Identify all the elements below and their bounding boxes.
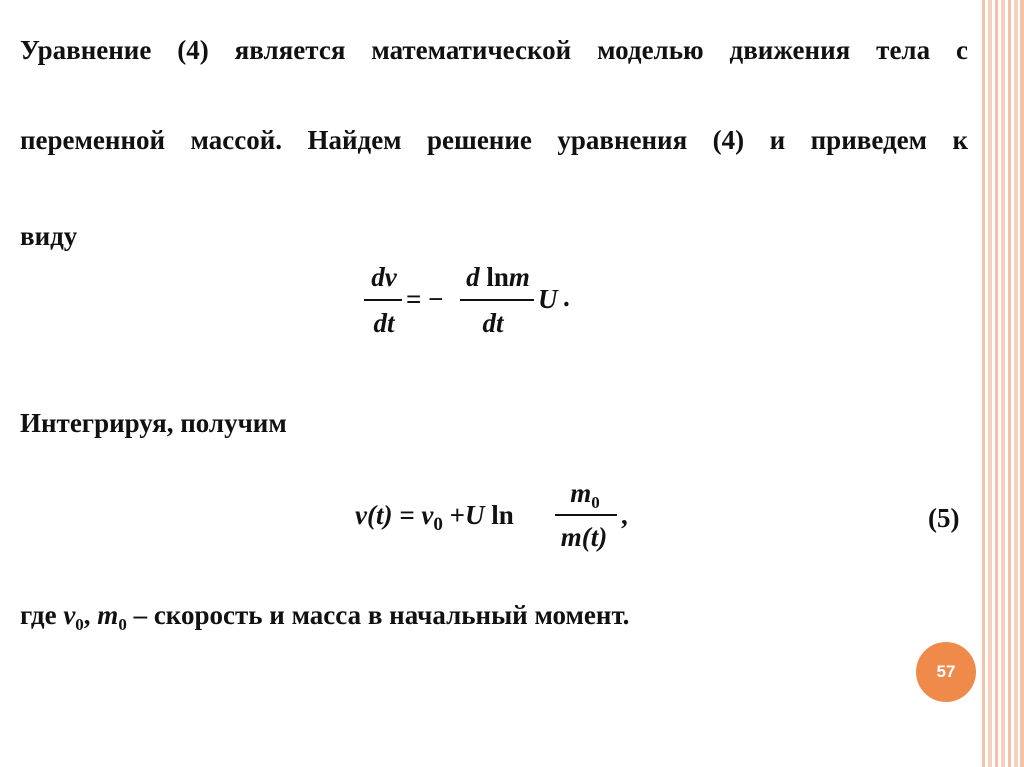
where-m-subscript: 0 xyxy=(118,615,127,634)
eq2-ln: ln xyxy=(491,500,514,530)
eq2-m: m xyxy=(570,478,592,508)
where-v-subscript: 0 xyxy=(75,615,84,634)
eq1-factor-u: U xyxy=(538,284,558,314)
paragraph-line-2: переменной массой. Найдем решение уравнения (4) и приведем к xyxy=(20,125,968,155)
equation-1 xyxy=(362,262,592,342)
paragraph-integrating: Интегрируя, получим xyxy=(20,408,287,438)
eq1-equals-minus: = − xyxy=(406,284,444,314)
eq1-lhs-numerator: dv xyxy=(371,262,397,292)
border-stripe xyxy=(988,0,992,767)
eq1-rhs-numerator xyxy=(458,262,538,293)
eq1-lhs-fraction-bar xyxy=(364,299,402,301)
equation-2 xyxy=(355,478,655,558)
border-stripe xyxy=(1020,0,1024,767)
where-v: v xyxy=(63,600,76,630)
eq2-left-side xyxy=(355,500,514,535)
eq2-u: U xyxy=(464,500,485,530)
paragraph-where xyxy=(20,598,968,636)
eq2-numerator xyxy=(553,478,617,512)
where-m: m xyxy=(97,600,119,630)
eq2-v0-subscript: 0 xyxy=(433,514,443,535)
eq1-lhs-denominator: dt xyxy=(373,308,395,338)
border-stripe xyxy=(1008,0,1011,767)
eq2-fraction-bar xyxy=(555,514,617,516)
eq2-plus: + xyxy=(449,500,465,530)
border-stripe xyxy=(982,0,985,767)
page-number-badge: 57 xyxy=(916,642,976,702)
equation-number: (5) xyxy=(928,503,960,533)
eq1-d: d xyxy=(466,262,480,292)
where-comma: , xyxy=(83,600,98,630)
where-prefix: где xyxy=(20,600,64,630)
eq1-rhs-denominator: dt xyxy=(482,308,504,338)
eq1-ln: ln xyxy=(486,262,509,292)
paragraph-line-3: виду xyxy=(20,221,78,251)
border-stripe xyxy=(1001,0,1005,767)
eq2-m0-subscript: 0 xyxy=(591,493,600,512)
where-rest: – скорость и масса в начальный момент. xyxy=(126,600,630,630)
eq1-period: . xyxy=(563,282,570,312)
eq2-comma: , xyxy=(621,500,628,530)
border-stripe xyxy=(995,0,998,767)
border-stripe xyxy=(1014,0,1018,767)
eq1-m: m xyxy=(508,262,530,292)
eq2-denominator: m(t) xyxy=(560,522,608,552)
paragraph-line-1: Уравнение (4) является математической моделью движения тела с xyxy=(20,35,968,65)
eq2-lhs: v(t) = v xyxy=(355,500,434,530)
eq1-rhs-fraction-bar xyxy=(460,299,534,301)
